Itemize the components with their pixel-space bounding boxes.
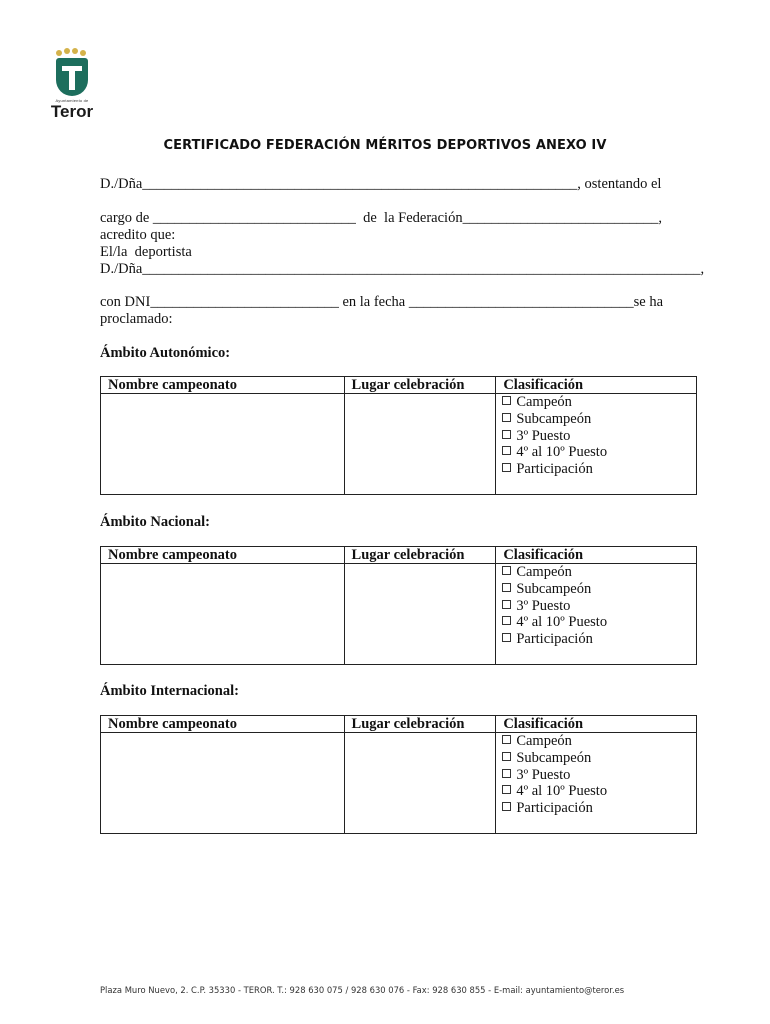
checkbox-icon[interactable]: [502, 735, 511, 744]
checkbox-icon[interactable]: [502, 802, 511, 811]
body-line-cargo: cargo de ____________________________ de la Federación___________________________,: [100, 210, 662, 226]
header-nombre: Nombre campeonato: [101, 716, 345, 733]
option-cuarto-decimo[interactable]: 4º al 10º Puesto: [502, 444, 696, 461]
cell-clasificacion: [496, 394, 697, 495]
option-subcampeon[interactable]: Subcampeón: [502, 581, 696, 598]
section-heading-internacional: Ámbito Internacional:: [100, 683, 239, 699]
checkbox-icon[interactable]: [502, 430, 511, 439]
section-heading-autonomico: Ámbito Autonómico:: [100, 345, 231, 361]
footer-address: Plaza Muro Nuevo, 2. C.P. 35330 - TEROR. T.: 928 630 075 / 928 630 076 - Fax: 928 630 855 - E-mail: ayuntamiento@teror.es: [100, 985, 625, 995]
cell-nombre[interactable]: [101, 733, 345, 834]
table-autonomico: [100, 376, 697, 495]
option-participacion[interactable]: Participación: [502, 461, 696, 478]
option-subcampeon[interactable]: Subcampeón: [502, 411, 696, 428]
header-clasificacion: Clasificación: [496, 377, 697, 394]
crown-icon: [54, 48, 90, 58]
checkbox-icon[interactable]: [502, 600, 511, 609]
cell-nombre[interactable]: [101, 564, 345, 665]
option-tercer-puesto[interactable]: 3º Puesto: [502, 598, 696, 615]
body-line-deportista: El/la deportista: [100, 244, 192, 260]
cell-lugar[interactable]: [344, 564, 496, 665]
header-lugar: Lugar celebración: [344, 377, 496, 394]
checkbox-icon[interactable]: [502, 616, 511, 625]
cell-clasificacion: [496, 733, 697, 834]
cell-clasificacion: [496, 564, 697, 665]
header-nombre: Nombre campeonato: [101, 377, 345, 394]
body-line-athlete-name: D./Dña_____________________________________________________________________________,: [100, 261, 705, 277]
checkbox-icon[interactable]: [502, 413, 511, 422]
cell-lugar[interactable]: [344, 394, 496, 495]
logo-subtitle: Ayuntamiento de: [55, 98, 89, 103]
checkbox-icon[interactable]: [502, 446, 511, 455]
checkbox-icon[interactable]: [502, 396, 511, 405]
option-tercer-puesto[interactable]: 3º Puesto: [502, 428, 696, 445]
cell-nombre[interactable]: [101, 394, 345, 495]
option-campeon[interactable]: Campeón: [502, 733, 696, 750]
body-line-dni: con DNI__________________________ en la fecha _______________________________se ha: [100, 294, 664, 310]
checkbox-icon[interactable]: [502, 785, 511, 794]
option-participacion[interactable]: Participación: [502, 800, 696, 817]
document-title: CERTIFICADO FEDERACIÓN MÉRITOS DEPORTIVOS ANEXO IV: [163, 138, 607, 153]
header-lugar: Lugar celebración: [344, 716, 496, 733]
option-subcampeon[interactable]: Subcampeón: [502, 750, 696, 767]
checkbox-icon[interactable]: [502, 583, 511, 592]
body-line-name: D./Dña____________________________________________________________, ostentando el: [100, 176, 662, 192]
body-line-proclamado: proclamado:: [100, 311, 173, 327]
header-nombre: Nombre campeonato: [101, 547, 345, 564]
checkbox-icon[interactable]: [502, 752, 511, 761]
teror-logo: [44, 48, 100, 124]
option-cuarto-decimo[interactable]: 4º al 10º Puesto: [502, 783, 696, 800]
header-clasificacion: Clasificación: [496, 716, 697, 733]
option-campeon[interactable]: Campeón: [502, 394, 696, 411]
option-participacion[interactable]: Participación: [502, 631, 696, 648]
logo-name: Teror: [50, 102, 94, 121]
checkbox-icon[interactable]: [502, 463, 511, 472]
option-campeon[interactable]: Campeón: [502, 564, 696, 581]
checkbox-icon[interactable]: [502, 769, 511, 778]
table-internacional: [100, 715, 697, 834]
header-lugar: Lugar celebración: [344, 547, 496, 564]
cell-lugar[interactable]: [344, 733, 496, 834]
option-tercer-puesto[interactable]: 3º Puesto: [502, 767, 696, 784]
shield-icon: [56, 58, 88, 96]
checkbox-icon[interactable]: [502, 566, 511, 575]
checkbox-icon[interactable]: [502, 633, 511, 642]
section-heading-nacional: Ámbito Nacional:: [100, 514, 210, 530]
table-nacional: [100, 546, 697, 665]
header-clasificacion: Clasificación: [496, 547, 697, 564]
body-line-acredito: acredito que:: [100, 227, 176, 243]
option-cuarto-decimo[interactable]: 4º al 10º Puesto: [502, 614, 696, 631]
